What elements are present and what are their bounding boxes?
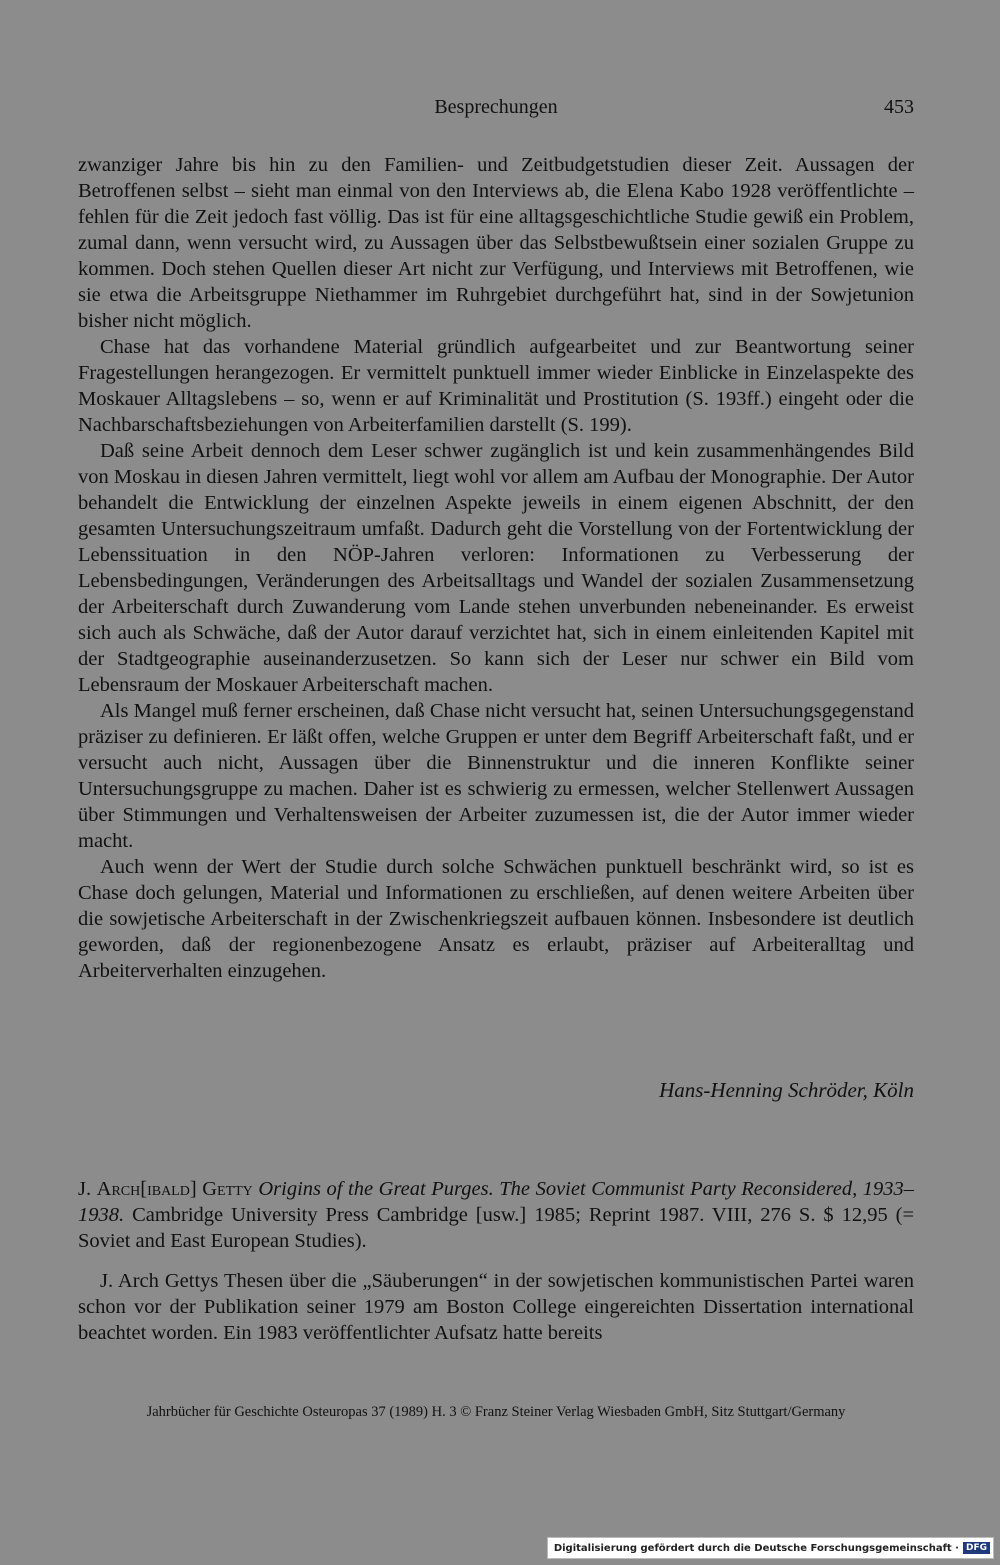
book-title: Origins of the Great Purges. The Soviet Communist Party Reconsidered, 1933–1938.	[78, 1178, 914, 1226]
bibliographic-entry	[78, 1176, 914, 1254]
paragraph-5: Auch wenn der Wert der Studie durch solche Schwächen punktuell beschränkt wird, so ist es Chase doch gelungen, Material und Informationen zu erschließen, auf denen weitere Arbeiten über die sowjetische Arbeiterschaft in der Zwischenkriegszeit aufbauen können. Insbesondere ist deutlich geworden, daß der regionenbezogene Ansatz es erlaubt, präziser auf Arbeiteralltag und Arbeiterverhalten einzugehen.	[78, 856, 914, 982]
publication-details: Cambridge University Press Cambridge [usw.] 1985; Reprint 1987. VIII, 276 S. $ 12,95 (= Soviet and East European Studies).	[78, 1204, 915, 1252]
new-review-text	[78, 1268, 914, 1346]
journal-footer: Jahrbücher für Geschichte Osteuropas 37 (1989) H. 3 © Franz Steiner Verlag Wiesbaden GmbH, Sitz Stuttgart/Germany	[146, 1404, 846, 1420]
paragraph-4: Als Mangel muß ferner erscheinen, daß Chase nicht versucht hat, seinen Untersuchungsgegenstand präziser zu definieren. Er läßt offen, welche Gruppen er unter dem Begriff Arbeiterschaft faßt, und er versucht auch nicht, Aussagen über die Binnenstruktur und die inneren Konflikte seiner Untersuchungsgruppe zu machen. Daher ist es schwierig zu ermessen, welcher Stellenwert Aussagen über Stimmungen und Verhaltensweisen der Arbeiter zuzumessen ist, die der Autor immer wieder macht.	[78, 700, 914, 852]
running-head	[78, 96, 914, 126]
dfg-notice-text: Digitalisierung gefördert durch die Deutsche Forschungsgemeinschaft ·	[553, 1542, 959, 1554]
paragraph-2: Chase hat das vorhandene Material gründlich aufgearbeitet und zur Beantwortung seiner Fragestellungen herangezogen. Er vermittelt punktuell immer wieder Einblicke in Einzelaspekte des Moskauer Alltagslebens – so, wenn er auf Kriminalität und Prostitution (S. 193ff.) eingeht oder die Nachbarschaftsbeziehungen von Arbeiterfamilien darstellt (S. 199).	[78, 336, 914, 436]
page-number: 453	[884, 96, 914, 118]
paragraph-3: Daß seine Arbeit dennoch dem Leser schwer zugänglich ist und kein zusammenhängendes Bild von Moskau in diesen Jahren vermittelt, liegt wohl vor allem am Aufbau der Monographie. Der Autor behandelt die Entwicklung der einzelnen Aspekte jeweils in einem eigenen Abschnitt, der den gesamten Untersuchungszeitraum umfaßt. Dadurch geht die Vorstellung von der Fortentwicklung der Lebenssituation in den NÖP-Jahren verloren: Informationen zu Verbesserung der Lebensbedingungen, Veränderungen des Arbeitsalltags und Wandel der sozialen Zusammensetzung der Arbeiterschaft durch Zuwanderung vom Lande stehen unverbunden nebeneinander. Es erweist sich auch als Schwäche, daß der Autor darauf verzichtet hat, sich in einem einleitenden Kapitel mit der Stadtgeographie auseinanderzusetzen. So kann sich der Leser nur schwer ein Bild vom Lebensraum der Moskauer Arbeiterschaft machen.	[78, 440, 914, 696]
paragraph-1: zwanziger Jahre bis hin zu den Familien- und Zeitbudgetstudien dieser Zeit. Aussagen der Betroffenen selbst – sieht man einmal von den Interviews ab, die Elena Kabo 1928 veröffentlichte – fehlen für die Zeit jedoch fast völlig. Das ist für eine alltagsgeschichtliche Studie gewiß ein Problem, zumal dann, wenn versucht wird, zu Aussagen über das Selbstbewußtsein einer sozialen Gruppe zu kommen. Doch stehen Quellen dieser Art nicht zur Verfügung, und Interviews mit Betroffenen, wie sie etwa die Arbeitsgruppe Niethammer im Ruhrgebiet durchgeführt hat, sind in der Sowjetunion bisher nicht möglich.	[78, 154, 914, 332]
running-title: Besprechungen	[434, 96, 558, 118]
reviewer-signature: Hans-Henning Schröder, Köln	[659, 1078, 914, 1102]
author-name: Arch[ibald] Getty	[96, 1178, 253, 1200]
dfg-logo-icon: DFG	[963, 1542, 990, 1554]
review-text	[78, 152, 914, 984]
dfg-funding-notice[interactable]	[547, 1537, 994, 1559]
author-initial: J.	[78, 1178, 97, 1200]
new-review-paragraph: J. Arch Gettys Thesen über die „Säuberungen“ in der sowjetischen kommunistischen Partei waren schon vor der Publikation seiner 1979 am Boston College eingereichten Dissertation international beachtet worden. Ein 1983 veröffentlichter Aufsatz hatte bereits	[78, 1270, 914, 1344]
